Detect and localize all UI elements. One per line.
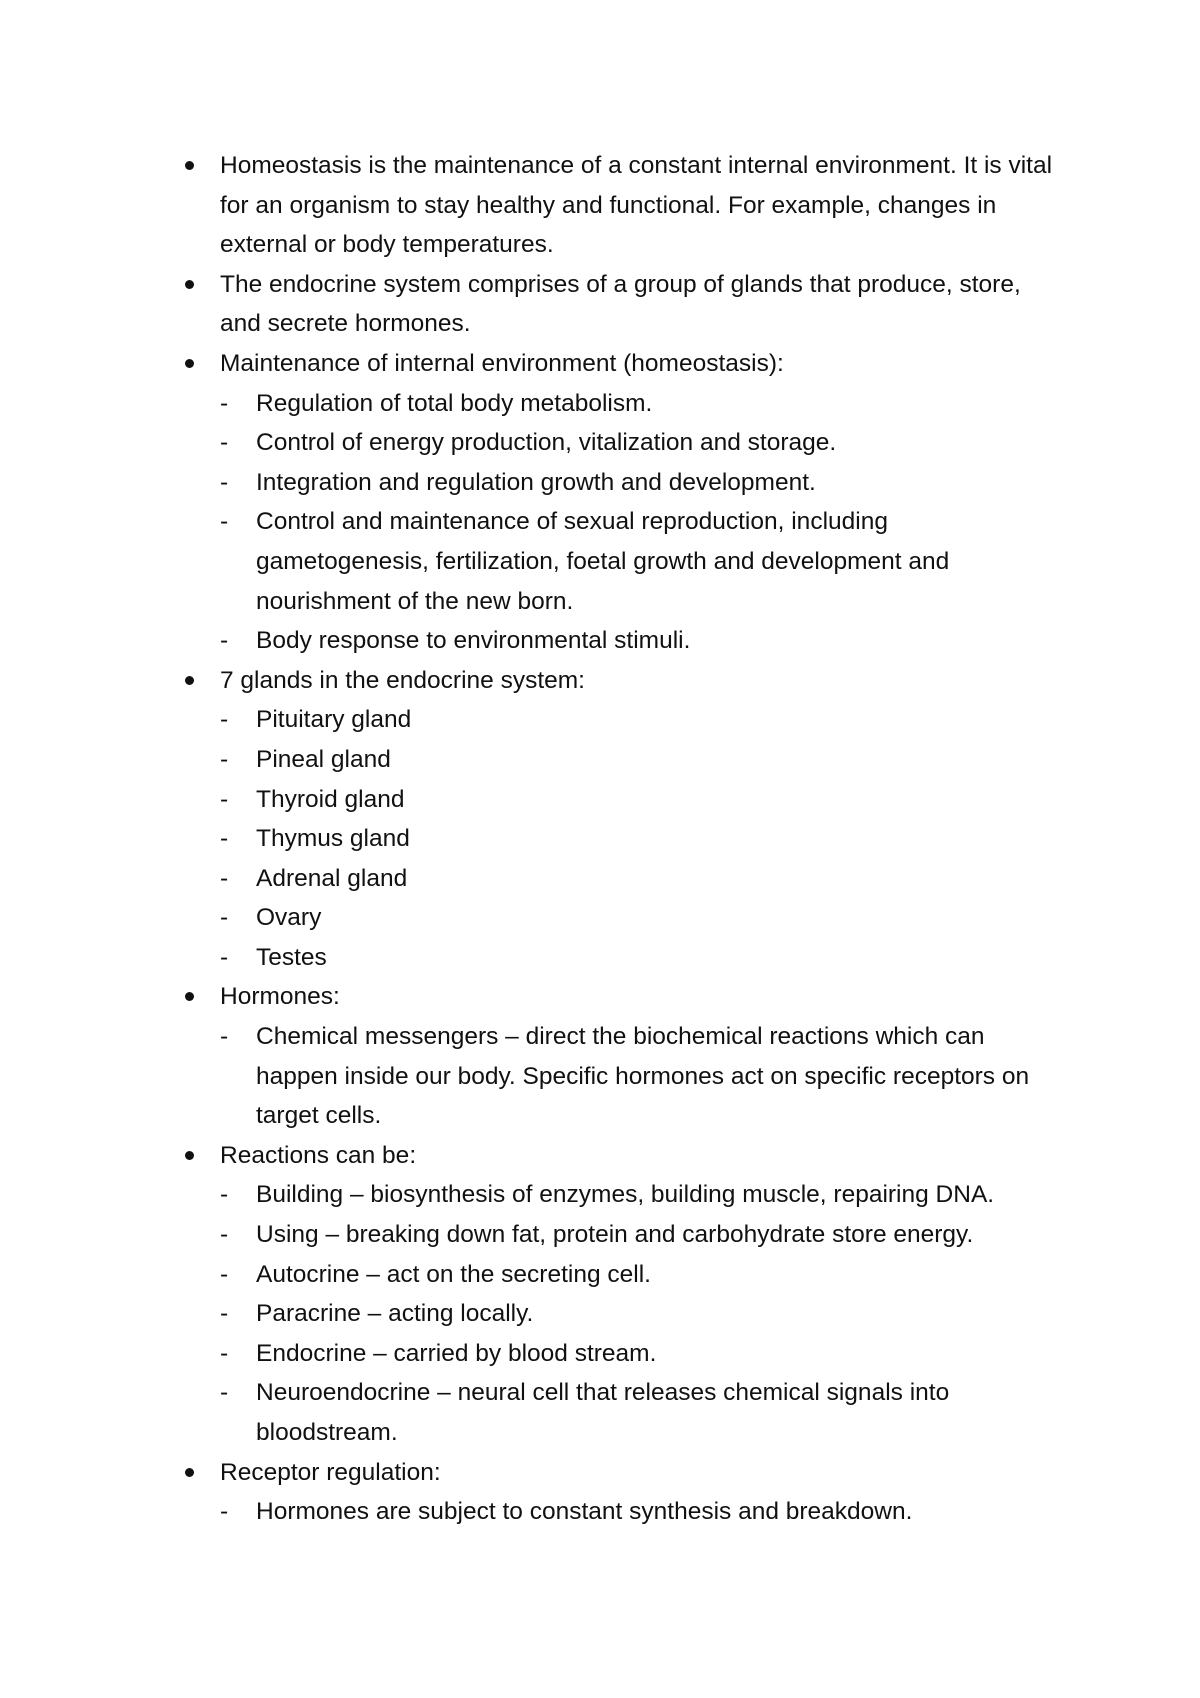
dash-marker: - [220,825,229,853]
sub-item [185,502,1065,621]
sub-item-text: Control and maintenance of sexual reproduction, including gametogenesis, fertilization, foetal growth and development and nourishment of the new born. [256,508,950,615]
bullet-item [185,1136,1065,1176]
sub-item [185,463,1065,503]
sub-item-text: Autocrine – act on the secreting cell. [256,1260,651,1288]
dash-marker: - [220,389,229,417]
dash-marker: - [220,1300,229,1328]
dash-marker: - [220,1260,229,1288]
bullet-dot-icon [185,161,194,170]
sub-item [185,1017,1065,1136]
sub-item-text: Building – biosynthesis of enzymes, building muscle, repairing DNA. [256,1181,995,1209]
sub-item [185,859,1065,899]
bullet-text: Hormones: [220,983,340,1011]
sub-item-text: Pituitary gland [256,706,412,734]
dash-marker: - [220,468,229,496]
bullet-dot-icon [185,676,194,685]
bullet-item [185,344,1065,384]
dash-marker: - [220,627,229,655]
dash-marker: - [220,1379,229,1407]
sub-item-text: Ovary [256,904,322,932]
sub-item-text: Integration and regulation growth and development. [256,468,816,496]
dash-marker: - [220,508,229,536]
bullet-dot-icon [185,1151,194,1160]
sub-item-text: Thyroid gland [256,785,405,813]
bullet-dot-icon [185,1468,194,1477]
sub-item [185,1255,1065,1295]
dash-marker: - [220,1221,229,1249]
sub-item [185,780,1065,820]
sub-item-text: Endocrine – carried by blood stream. [256,1339,657,1367]
sub-item-text: Paracrine – acting locally. [256,1300,534,1328]
sub-item [185,898,1065,938]
bullet-text: Reactions can be: [220,1141,417,1169]
bullet-dot-icon [185,359,194,368]
bullet-item [185,265,1065,344]
sub-item-text: Chemical messengers – direct the biochemical reactions which can happen inside our body. Specific hormones act on specific receptors on target cells. [256,1023,1030,1130]
sub-item-text: Control of energy production, vitalization and storage. [256,429,837,457]
sub-item [185,1294,1065,1334]
sub-item [185,819,1065,859]
bullet-dot-icon [185,992,194,1001]
bullet-text: The endocrine system comprises of a group of glands that produce, store, and secrete hormones. [220,270,1021,338]
dash-marker: - [220,785,229,813]
dash-marker: - [220,1023,229,1051]
sub-item-text: Using – breaking down fat, protein and carbohydrate store energy. [256,1221,974,1249]
sub-item [185,423,1065,463]
sub-item [185,384,1065,424]
bullet-text: 7 glands in the endocrine system: [220,666,585,694]
sub-item-text: Testes [256,943,327,971]
sub-item [185,938,1065,978]
sub-item [185,740,1065,780]
bullet-text: Maintenance of internal environment (homeostasis): [220,349,784,377]
sub-item-text: Hormones are subject to constant synthesis and breakdown. [256,1498,913,1526]
sub-item-text: Neuroendocrine – neural cell that releases chemical signals into bloodstream. [256,1379,950,1446]
bullet-item [185,1453,1065,1493]
bullet-item [185,661,1065,701]
sub-item [185,1215,1065,1255]
dash-marker: - [220,1181,229,1209]
sub-item-text: Regulation of total body metabolism. [256,389,653,417]
sub-item [185,621,1065,661]
sub-item [185,1373,1065,1452]
document-body [185,146,1065,1532]
sub-item [185,1334,1065,1374]
dash-marker: - [220,706,229,734]
sub-item-text: Thymus gland [256,825,410,853]
dash-marker: - [220,864,229,892]
dash-marker: - [220,429,229,457]
sub-item-text: Pineal gland [256,745,391,773]
dash-marker: - [220,1339,229,1367]
sub-item-text: Adrenal gland [256,864,408,892]
bullet-text: Homeostasis is the maintenance of a constant internal environment. It is vital for an organism to stay healthy and functional. For example, changes in external or body temperatures. [220,152,1053,259]
bullet-item [185,146,1065,265]
bullet-item [185,977,1065,1017]
dash-marker: - [220,943,229,971]
dash-marker: - [220,904,229,932]
sub-item [185,700,1065,740]
bullet-text: Receptor regulation: [220,1458,441,1486]
sub-item-text: Body response to environmental stimuli. [256,627,691,655]
dash-marker: - [220,745,229,773]
sub-item [185,1175,1065,1215]
bullet-dot-icon [185,280,194,289]
sub-item [185,1492,1065,1532]
dash-marker: - [220,1498,229,1526]
